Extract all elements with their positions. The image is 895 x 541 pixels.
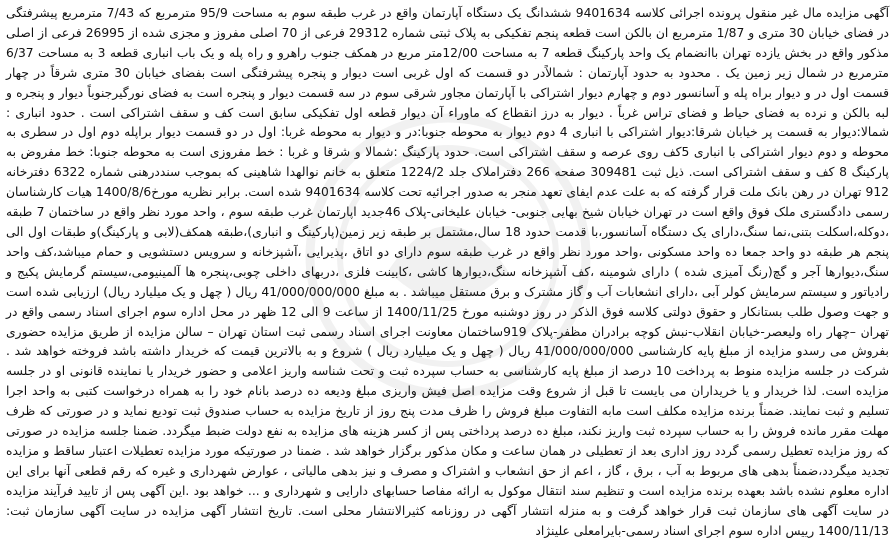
notice-body-text: آگهی مزایده مال غیر منقول پرونده اجرائی کلاسه 9401634 ششدانگ یک دستگاه آپارتمان واقع در غرب طبقه سوم به مساحت 95/9 مترمربع که 7/43 مترمربع پیشرفتگی در فضای خیابان 30 متری و 1/87 مترمربع ان بالکن است قطعه پنجم تفکیکی به پلاک ثبتی شماره 29312 فرعی از 70 اصلی مفروز و مجزی شده از 26995 فرعی از اصلی مذکور واقع در بخش یازده تهران باانضمام یک واحد پارکینگ قطعه 7 به مساحت 12/00متر مربع در همکف جنوب راهرو و راه پله و یک باب انباری قطعه 3 به مساحت 6/37 مترمربع در شمال زیر زمین یک . محدود به حدود آپارتمان : شمالاًدر دو قسمت که اول غربی است دیوار و پنجره پیشرفتگی است بفضای خیابان 30 متری شرقاً در چهار قسمت اول در و دیوار براه پله و آسانسور دوم و چهارم دیوار اشتراکی با آپارتمان مجاور شرقی سوم در سه قسمت دیوار و پنجره است به فضای نورگیرجنوباً دیوار و پنجره و لبه بالکن و نرده به فضای حیاط و فضای تراس غرباً . دیوار به درز انقطاع که ماوراء آن دیوار قطعه اول تفکیکی سابق است کف و سقف اشتراکی است . حدود انباری : شمالا:دیوار به قسمت پر خیابان شرقا:دیوار اشتراکی با انباری 4 دوم دیوار به محوطه جنوبا:در و دیوار به محوطه غربا: اول در دو قسمت دیوار براپله دوم اول در سطری به محوطه و دوم دیوار اشتراکی با انباری 5کف روی عرصه و سقف اشتراکی است. حدود پارکینگ :شمالا و شرقا و غربا : خط مفروزی است به محوطه جنوبا: خط مفروض به پارکینگ 8 کف و سقف اشتراکی است. ذیل ثبت 309481 صفحه 266 دفتراملاک جلد 1224/2 متعلق به خانم نوالهدا شاهینی که بموجب سنددرهنی شماره 6322 دفترخانه 912 تهران در رهن بانک ملت قرار گرفته که به علت عدم ایفای تعهد منجر به صدور اجرائیه تحت کلاسه 9401634 شده است. برابر نظریه مورخ1400/8/6 هیات کارشناسان رسمی دادگستری ملک فوق واقع است در تهران خیابان شیخ بهایی جنوبی- خیابان علیخانی-پلاک 46جدید اپارتمان غرب طبقه سوم ، واحد مورد نظر واقع در ساختمان 7 طبقه ،دوکله،اسکلت بتنی،نما سنگ،دارای یک دستگاه آسانسور،با قدمت حدود 18 سال،مشتمل بر طبقه زیر زمین(پارکینگ و انباری)،طبقه همکف(لابی و پارکینگ)و طبقات اول الی پنجم هر طبقه دو واحد جمعا ده واحد مسکونی ،واحد مورد نظر واقع در غرب طبقه سوم دارای دو اتاق ،پذیرایی ،آشپزخانه و سرویس دستشویی و حمام میباشد،کف واحد سنگ،دیوارها آجر و گچ(رنگ آمیزی شده ) دارای شومینه ،کف آشپزخانه سنگ،دیوارها کاشی ،کابینت فلزی ،دربهای داخلی چوبی،پنجره ها آلمینیومی،سیستم گرمایش پکیج و رادیاتور و سیستم سرمایش کولر آبی ،دارای انشعابات آب و گاز مشترک و برق مستقل میباشد . به مبلغ 41/000/000/000 ریال ( چهل و یک میلیارد ریال) ارزیابی شده است و جهت وصول طلب بستانکار و حقوق دولتی کلاسه فوق الذکر در روز دوشنبه مورخ 1400/11/25 از ساعت 9 الی 12 ظهر در محل اداره سوم اجرای اسناد رسمی واقع در تهران –چهار راه ولیعصر-خیابان انقلاب-نبش کوچه برادران مظفر-پلاک 919ساختمان معاونت اجرای اسناد رسمی ثبت استان تهران – سالن مزایده از طریق مزایده حضوری بفروش می رسدو مزایده از مبلغ پایه کارشناسی 41/000/000/000 ریال ( چهل و یک میلیارد ریال ) شروع و به بالاترین قیمت که خریدار داشته باشد فروخته خواهد شد . شرکت در جلسه مزایده منوط به پرداخت 10 درصد از مبلغ پایه کارشناسی به حساب سپرده ثبت و تحت شناسه واریز اعلامی و حضور خریدار یا نماینده قانونی او در جلسه مزایده است. لذا خریدار و یا خریداران می بایست تا قبل از شروع وقت مزایده اصل فیش واریزی مبلغ ودیعه ده درصد بانام خود را به همراه درخواست کتبی به واحد اجرا تسلیم و ثبت نمایند. ضمناً برنده مزایده مکلف است مابه التفاوت مبلغ فروش را ظرف مدت پنج روز از تاریخ مزایده به حساب صندوق ثبت تودیع نماید و در صورتی که ظرف مهلت مقرر مانده فروش را به حساب سپرده ثبت واریز نکند، مبلغ ده درصد پرداختی پس از کسر هزینه های مزایده به نفع دولت ضبط میگردد. ضمنا جلسه مزایده در صورتی که روز مزایده تعطیل رسمی گردد روز اداری بعد از تعطیلی در همان ساعت و مکان مذکور برگزار خواهد شد . ضمنا در صورتیکه مورد مزایده تعطیلات اعتبار ساقط و مزایده تجدید میگردد،ضمناً بدهی های مربوط به آب ، برق ، گاز ، اعم از حق انشعاب و اشتراک و مصرف و نیز بدهی مالیاتی ، عوارض شهرداری و غیره که رقم قطعی آنها برای این اداره معلوم نشده باشد بعهده برنده مزایده است و تنظیم سند انتقال موکول به ارائه مفاصا حسابهای دارایی و شهرداری و ... خواهد بود .این آگهی پس از تایید فرآیند مزایده در سایت آگهی های سازمان ثبت قرار خواهد گرفت و به منزله انتشار آگهی در روزنامه کثیرالانتشار محلی است. تاریخ انتشار آگهی مزایده در سایت آگهی سازمان ثبت: 1400/11/13 رییس اداره سوم اجرای اسناد رسمی-بایرامعلی علینژاد <box>6 6 890 538</box>
